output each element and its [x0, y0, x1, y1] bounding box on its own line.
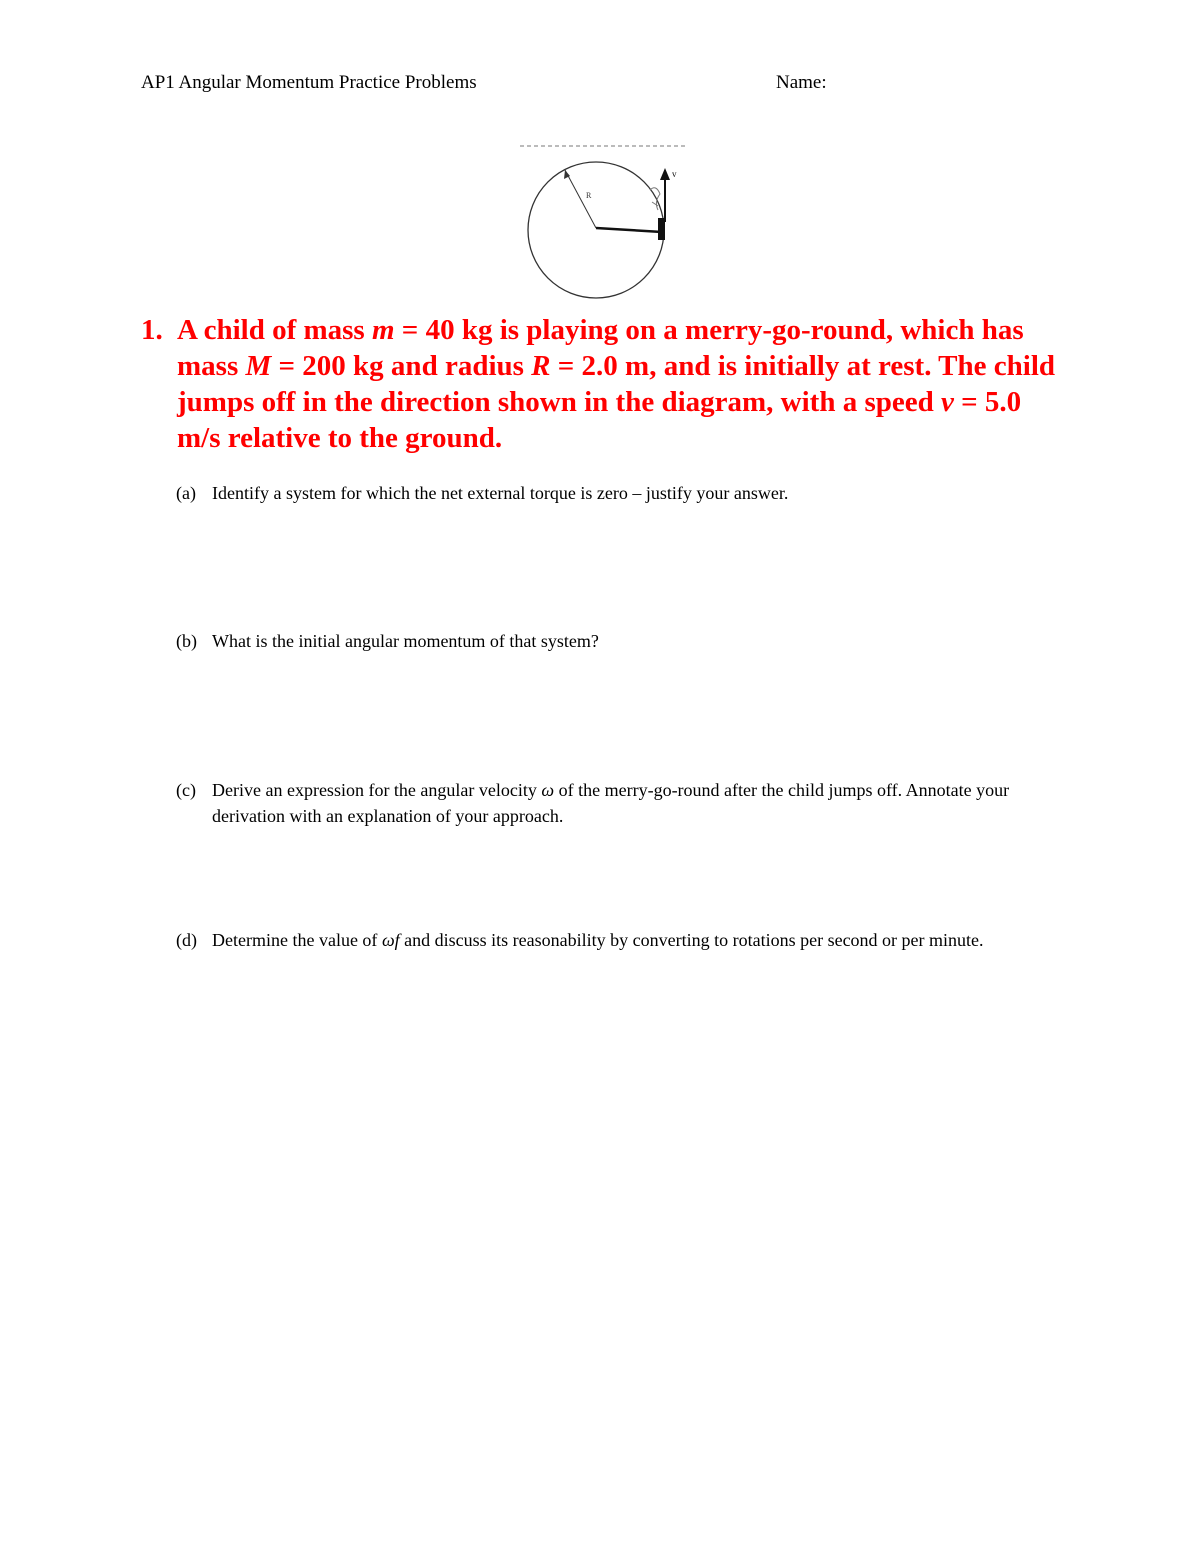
omega-f-symbol: ωf: [381, 930, 400, 950]
name-field-label: Name:: [776, 72, 827, 93]
var-v: v: [941, 386, 954, 418]
part-b-label: (b): [176, 631, 197, 651]
radius-label: R: [586, 191, 592, 200]
merry-go-round-diagram: [514, 140, 694, 305]
part-a-text: Identify a system for which the net external torque is zero – justify your answer.: [212, 483, 789, 503]
part-b-text: What is the initial angular momentum of that system?: [212, 631, 599, 651]
part-d: [176, 927, 1076, 953]
page-title: AP1 Angular Momentum Practice Problems: [141, 72, 477, 93]
child-to-center-line: [596, 228, 662, 232]
part-c-label: (c): [176, 780, 196, 800]
part-c-text: Derive an expression for the angular velocity ω of the merry-go-round after the child jumps off. Annotate your derivation with an explanation of your approach.: [212, 780, 1010, 826]
part-b: [176, 628, 1076, 654]
question-text: A child of mass m = 40 kg is playing on a merry-go-round, which has mass M = 200 kg and radius R = 2.0 m, and is initially at rest. The child jumps off in the direction shown in the diagram, with a speed v = 5.0 m/s relative to the ground.: [177, 314, 1055, 454]
var-m: m: [371, 314, 395, 346]
part-a-label: (a): [176, 483, 196, 503]
velocity-label: v: [672, 169, 677, 179]
part-d-label: (d): [176, 930, 197, 950]
part-d-text: Determine the value of ωf and discuss its reasonability by converting to rotations per second or per minute.: [212, 930, 984, 950]
part-a: [176, 480, 1076, 506]
velocity-arrow-head: [660, 168, 670, 180]
question-1: [141, 312, 1061, 456]
omega-symbol: ω: [541, 780, 555, 800]
question-number: 1.: [141, 314, 163, 346]
part-c: [176, 777, 1076, 829]
radius-arrow: [565, 170, 596, 228]
var-M: M: [245, 350, 272, 382]
var-R: R: [531, 350, 551, 382]
child-marker: [658, 218, 665, 240]
